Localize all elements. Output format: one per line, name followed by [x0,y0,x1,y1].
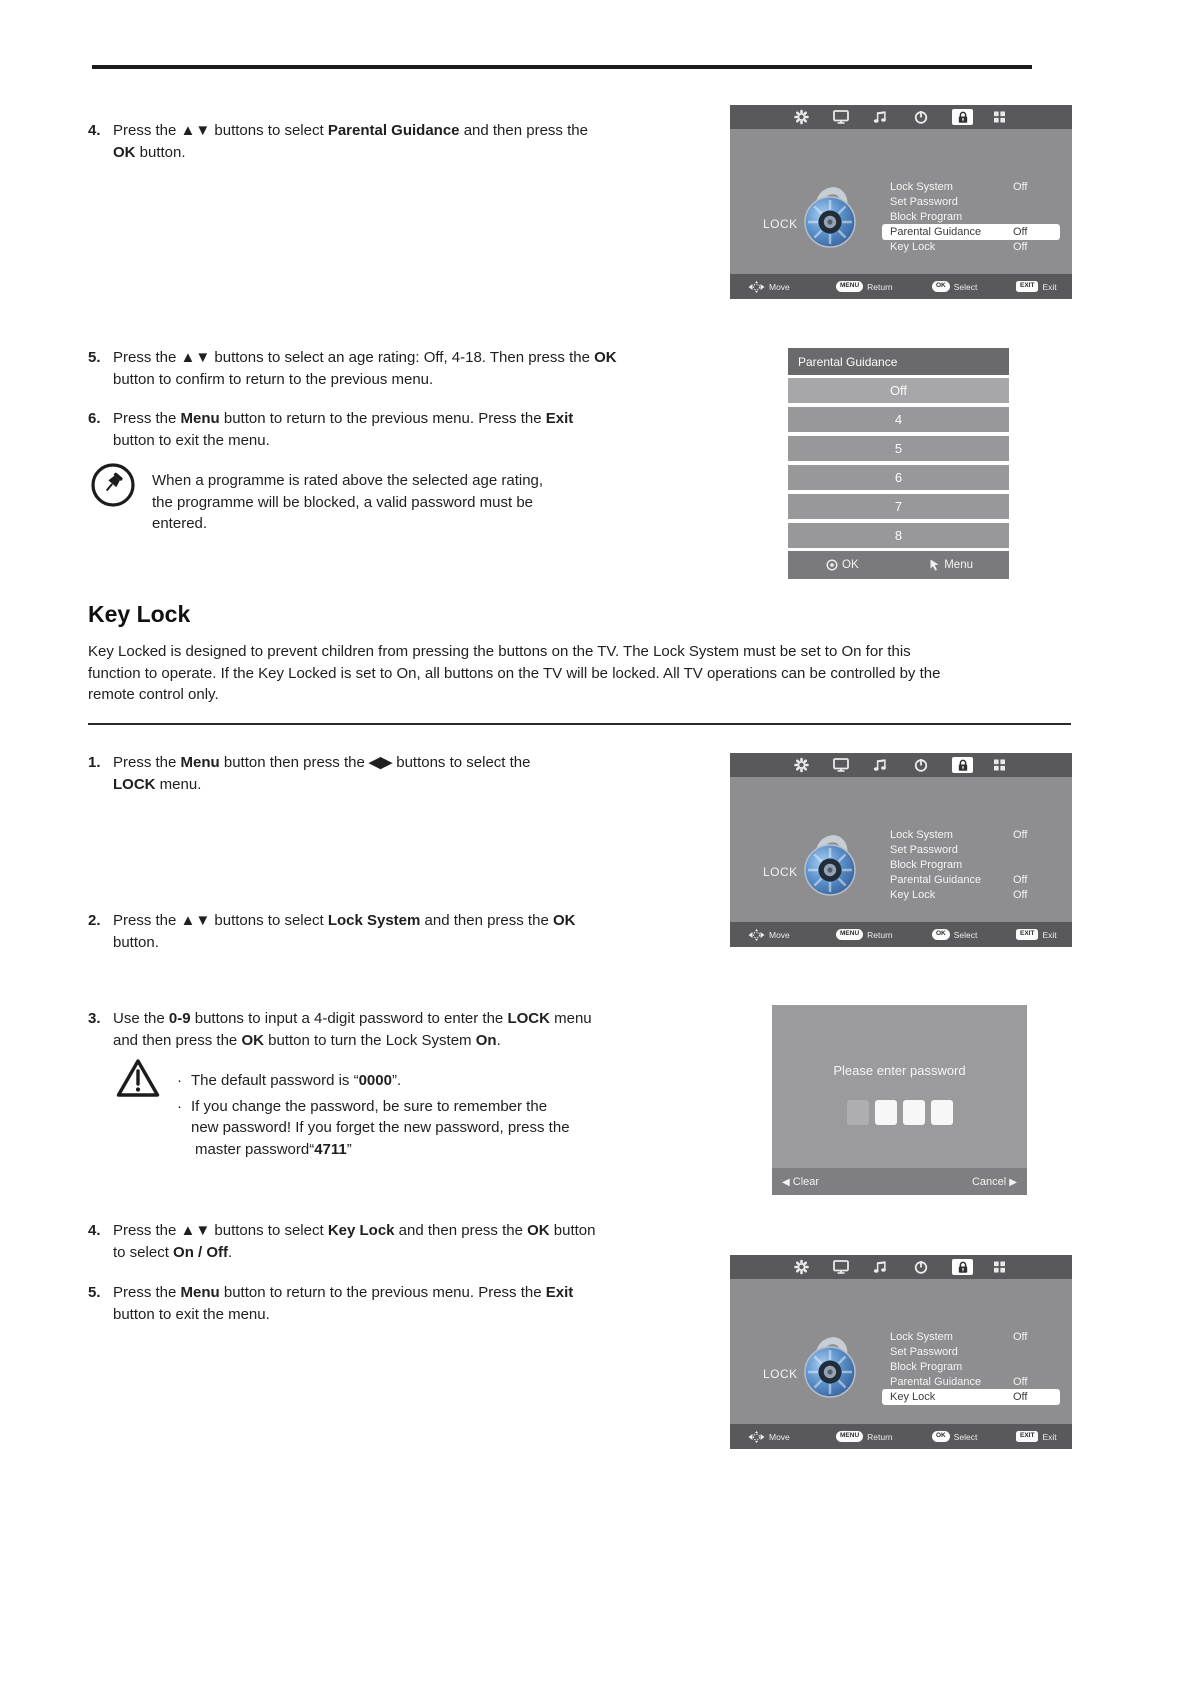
padlock-illustration [802,1327,860,1399]
exit-key: EXIT [1016,1431,1038,1442]
audio-icon [873,1260,887,1274]
audio-icon [873,110,887,124]
intro-line: function to operate. If the Key Locked is set to On, all buttons on the TV will be locked. All TV operations can be controlled by the [88,664,941,682]
lock-category-label: LOCK [763,217,798,231]
age-option-8: 8 [788,523,1009,548]
menu-item-set-password: Set Password [890,844,958,856]
keylock-heading: Key Lock [88,601,191,627]
dpad-icon [748,281,765,293]
dpad-icon [748,1431,765,1443]
step-text-line: LOCK menu. [113,775,202,793]
menu-item-lock-system: Lock System Off [890,181,1028,193]
step-text-line: button. [113,933,159,951]
menu-item-block-program: Block Program [890,211,963,223]
step-text-line: button to exit the menu. [113,1305,270,1323]
display-icon [833,1260,849,1274]
kl-step-2 [88,910,668,953]
note-text [152,470,543,535]
bullet-dot: · [177,1072,182,1089]
pg-step-4 [88,120,668,163]
note-line: When a programme is rated above the selected age rating, [152,472,544,489]
menu-item-value: Off [1013,1376,1028,1388]
menu-item-value: Off [1013,829,1028,841]
page-top-rule [92,65,1032,69]
step-number: 2. [88,912,101,929]
menu-item-lock-system: Lock System Off [890,1331,1028,1343]
lock-category-label: LOCK [763,1367,798,1381]
lock-icon [952,757,973,773]
tv-topbar [730,753,1072,777]
display-icon [833,110,849,124]
warning-line: · If you change the password, be sure to remember the [177,1096,570,1118]
submenu-title: Parental Guidance [788,348,1009,375]
ok-key: OK [932,281,950,292]
menu-item-value: Off [1013,1331,1028,1343]
password-boxes [772,1100,1027,1125]
note-line: the programme will be blocked, a valid password must be [152,493,534,511]
dpad-icon [748,929,765,941]
password-screen [772,1005,1027,1195]
step-text-line: and then press the OK button to turn the Lock System On. [113,1031,501,1049]
age-option-5: 5 [788,436,1009,461]
step-number: 3. [88,1010,101,1027]
age-option-6: 6 [788,465,1009,490]
menu-item-lock-system: Lock System Off [890,829,1028,841]
step-number: 4. [88,122,101,139]
step-number: 4. [88,1222,101,1239]
step-number: 5. [88,1284,101,1301]
timer-icon [914,110,928,124]
menu-item-parental-guidance: Parental Guidance Off [890,874,1028,886]
exit-hint: EXIT Exit [1016,274,1057,299]
move-hint: Move [748,274,790,299]
note-line: entered. [152,515,208,532]
warning-icon [116,1058,160,1098]
age-option-4: 4 [788,407,1009,432]
tv-screenshot-lock-menu-3 [730,1255,1072,1449]
password-digit-box [875,1100,897,1125]
password-digit-box [903,1100,925,1125]
step-number: 6. [88,410,101,427]
tv-footer [730,1424,1072,1449]
step-text-line: Press the Menu button to return to the previous menu. Press the Exit [113,1284,574,1301]
lock-icon [952,109,973,125]
timer-icon [914,1260,928,1274]
kl-step-4 [88,1220,668,1263]
menu-item-value: Off [1013,181,1028,193]
apps-icon [993,1261,1006,1274]
ok-icon [826,559,838,571]
ok-key: OK [932,929,950,940]
left-arrow-icon: ◀ [782,1176,790,1188]
intro-line: remote control only. [88,686,219,703]
return-hint: MENU Return [836,1424,893,1449]
kl-step-5 [88,1282,668,1325]
select-hint: OK Select [932,1424,977,1449]
password-prompt: Please enter password [833,1063,966,1078]
step-text-line: Use the 0-9 buttons to input a 4-digit password to enter the LOCK menu [113,1010,592,1027]
kl-step-3 [88,1008,668,1051]
select-hint: OK Select [932,274,977,299]
menu-item-set-password: Set Password [890,1346,958,1358]
clear-hint: ◀ Clear [782,1175,820,1188]
exit-hint: EXIT Exit [1016,1424,1057,1449]
step-number: 5. [88,349,101,366]
settings-icon [794,758,809,773]
exit-hint: EXIT Exit [1016,922,1057,947]
warning-bullets [177,1070,570,1160]
menu-item-key-lock: Key Lock Off [890,889,1028,901]
kl-step-1 [88,752,668,795]
tv-footer [730,274,1072,299]
tv-topbar [730,105,1072,129]
right-arrow-icon: ▶ [1009,1176,1017,1188]
menu-key: MENU [836,281,863,292]
menu-item-value: Off [1013,874,1028,886]
move-hint: Move [748,1424,790,1449]
submenu-footer [788,551,1009,579]
pg-step-6 [88,408,668,451]
step-number: 1. [88,754,101,771]
tv-menu-body [730,129,1072,274]
tv-screenshot-lock-menu-2 [730,753,1072,947]
menu-key: MENU [836,929,863,940]
lock-icon [952,1259,973,1275]
menu-item-key-lock: Key Lock Off [882,1389,1060,1405]
menu-item-parental-guidance: Parental Guidance Off [882,224,1060,240]
menu-item-value: Off [1013,1391,1028,1403]
move-hint: Move [748,922,790,947]
note-pin-icon [90,462,136,508]
warning-line: master password“4711” [195,1140,352,1158]
step-text-line: Press the ▲▼ buttons to select an age rating: Off, 4-18. Then press the OK [113,349,617,366]
tv-topbar [730,1255,1072,1279]
password-footer [772,1168,1027,1195]
tv-menu-body [730,777,1072,922]
menu-item-value: Off [1013,889,1028,901]
return-hint: MENU Return [836,274,893,299]
apps-icon [993,759,1006,772]
tv-menu-body [730,1279,1072,1424]
password-digit-box [931,1100,953,1125]
return-hint: MENU Return [836,922,893,947]
section-divider-rule [88,723,1071,725]
step-text-line: Press the Menu button to return to the previous menu. Press the Exit [113,410,574,427]
settings-icon [794,1260,809,1275]
parental-guidance-submenu [788,348,1009,579]
intro-line: Key Locked is designed to prevent children from pressing the buttons on the TV. The Lock System must be set to On for this [88,643,911,660]
password-digit-box [847,1100,869,1125]
menu-item-set-password: Set Password [890,196,958,208]
bullet-dot: · [177,1097,182,1115]
apps-icon [993,111,1006,124]
tv-screenshot-lock-menu-1 [730,105,1072,299]
step-text-line: OK button. [113,143,186,161]
age-option-off: Off [788,378,1009,403]
menu-item-block-program: Block Program [890,859,963,871]
padlock-illustration [802,177,860,249]
step-text-line: button to exit the menu. [113,431,270,449]
pointer-icon [929,559,940,571]
cancel-hint: Cancel ▶ [971,1175,1017,1188]
step-text-line: Press the ▲▼ buttons to select Key Lock and then press the OK button [113,1222,596,1239]
step-text-line: button to confirm to return to the previous menu. [113,370,434,388]
exit-key: EXIT [1016,929,1038,940]
audio-icon [873,758,887,772]
menu-item-value: Off [1013,241,1028,253]
keylock-intro [88,641,940,706]
step-text-line: Press the Menu button then press the ◀▶ buttons to select the [113,754,531,771]
ok-key: OK [932,1431,950,1442]
menu-item-value: Off [1013,226,1028,238]
select-hint: OK Select [932,922,977,947]
age-option-7: 7 [788,494,1009,519]
menu-hint: Menu [929,559,973,571]
display-icon [833,758,849,772]
tv-footer [730,922,1072,947]
exit-key: EXIT [1016,281,1038,292]
warning-line: new password! If you forget the new password, press the [191,1119,570,1136]
padlock-illustration [802,825,860,897]
lock-category-label: LOCK [763,865,798,879]
settings-icon [794,110,809,125]
menu-item-block-program: Block Program [890,1361,963,1373]
menu-key: MENU [836,1431,863,1442]
warning-line: · The default password is “0000”. [177,1070,570,1092]
menu-item-key-lock: Key Lock Off [890,241,1028,253]
timer-icon [914,758,928,772]
step-text-line: to select On / Off. [113,1243,233,1261]
ok-hint: OK [826,559,859,571]
step-text-line: Press the ▲▼ buttons to select Parental Guidance and then press the [113,122,588,139]
step-text-line: Press the ▲▼ buttons to select Lock System and then press the OK [113,912,576,929]
pg-step-5 [88,347,668,390]
menu-item-parental-guidance: Parental Guidance Off [890,1376,1028,1388]
